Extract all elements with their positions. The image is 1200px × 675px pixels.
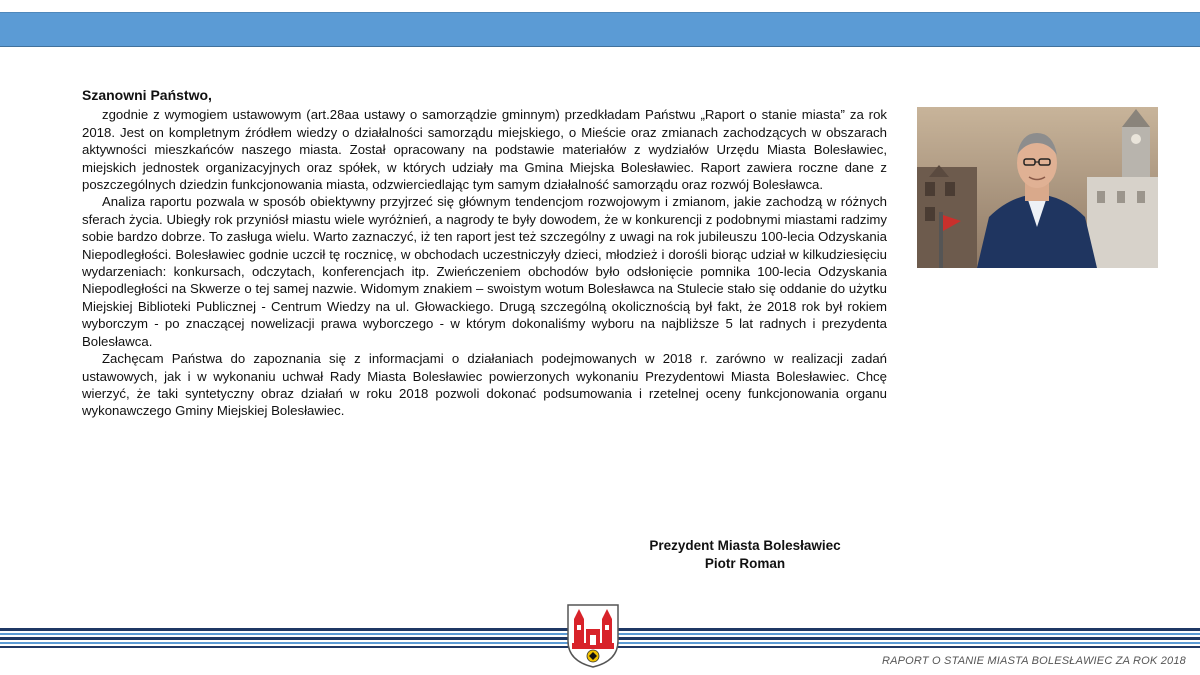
footer-caption: RAPORT O STANIE MIASTA BOLESŁAWIEC ZA ROK 2018 xyxy=(881,655,1186,667)
signature-name: Piotr Roman xyxy=(704,556,786,571)
signature-block xyxy=(610,537,880,573)
signature-title: Prezydent Miasta Bolesławiec xyxy=(649,538,841,553)
header-bar xyxy=(0,12,1200,47)
coat-of-arms-icon xyxy=(564,601,622,669)
portrait-photo xyxy=(917,107,1158,268)
letter-body xyxy=(82,87,887,420)
paragraph-3: Zachęcam Państwa do zapoznania się z informacjami o działaniach podejmowanych w 2018 r. zarówno w realizacji zadań ustawowych, jak i w wykonaniu uchwał Rady Miasta Bolesławiec powierzonych wykonaniu Prezydentowi Miasta Bolesławiec. Chcę wierzyć, że taki syntetyczny obraz działań w roku 2018 pozwoli dokonać podsumowania i rzetelnej oceny funkcjonowania organu wykonawczego Gminy Miejskiej Bolesławiec. xyxy=(82,351,887,419)
paragraph-2: Analiza raportu pozwala w sposób obiektywny przyjrzeć się głównym tendencjom rozwojowym i zmianom, jakie zachodzą w różnych sferach życia. Ubiegły rok przyniósł miastu wiele wyróżnień, a nagrody te były dowodem, że w konkurencji z podobnymi miastami radzimy sobie bardzo dobrze. To zasługa wielu. Warto zaznaczyć, iż ten raport jest też szczególny z uwagi na rok jubileuszu 100-lecia Odzyskania Niepodległości. Bolesławiec godnie uczcił tę rocznicę, w obchodach uczestniczyły dzieci, młodzież i dorośli biorąc udział w kilkudziesięciu wydarzeniach: konkursach, odczytach, konferencjach itp. Zwieńczeniem obchodów było odsłonięcie pomnika 100-lecia Odzyskania Niepodległości na Skwerze o tej samej nazwie. Widomym znakiem – swoistym wotum Bolesławca na Stulecie stało się oddanie do użytku Miejskiej Biblioteki Publicznej - Centrum Wiedzy na ul. Głowackiego. Drugą szczególną okolicznością był fakt, że 2018 rok był rokiem wyborczym - po znaczącej nowelizacji prawa wyborczego - w którym dokonaliśmy wyboru na najbliższe 5 lat radnych i prezydenta Bolesławca. xyxy=(82,194,887,349)
salutation: Szanowni Państwo, xyxy=(82,87,212,103)
portrait-illustration xyxy=(917,107,1158,268)
paragraph-1: zgodnie z wymogiem ustawowym (art.28aa ustawy o samorządzie gminnym) przedkładam Państwu „Raport o stanie miasta” za rok 2018. Jest on kompletnym źródłem wiedzy o działalności samorządu miejskiego, o Mieście oraz zmianach zachodzących w obszarach aktywności mieszkańców naszego miasta. Został opracowany na podstawie materiałów z wydziałów Urzędu Miasta Bolesławiec, miejskich jednostek organizacyjnych oraz spółek, w których udziały ma Gmina Miejska Bolesławiec. Raport zawiera roczne dane z poszczególnych dziedzin funkcjonowania miasta, odzwierciedlając tym samym działalność samorządu oraz rozwój Bolesławca. xyxy=(82,107,887,193)
